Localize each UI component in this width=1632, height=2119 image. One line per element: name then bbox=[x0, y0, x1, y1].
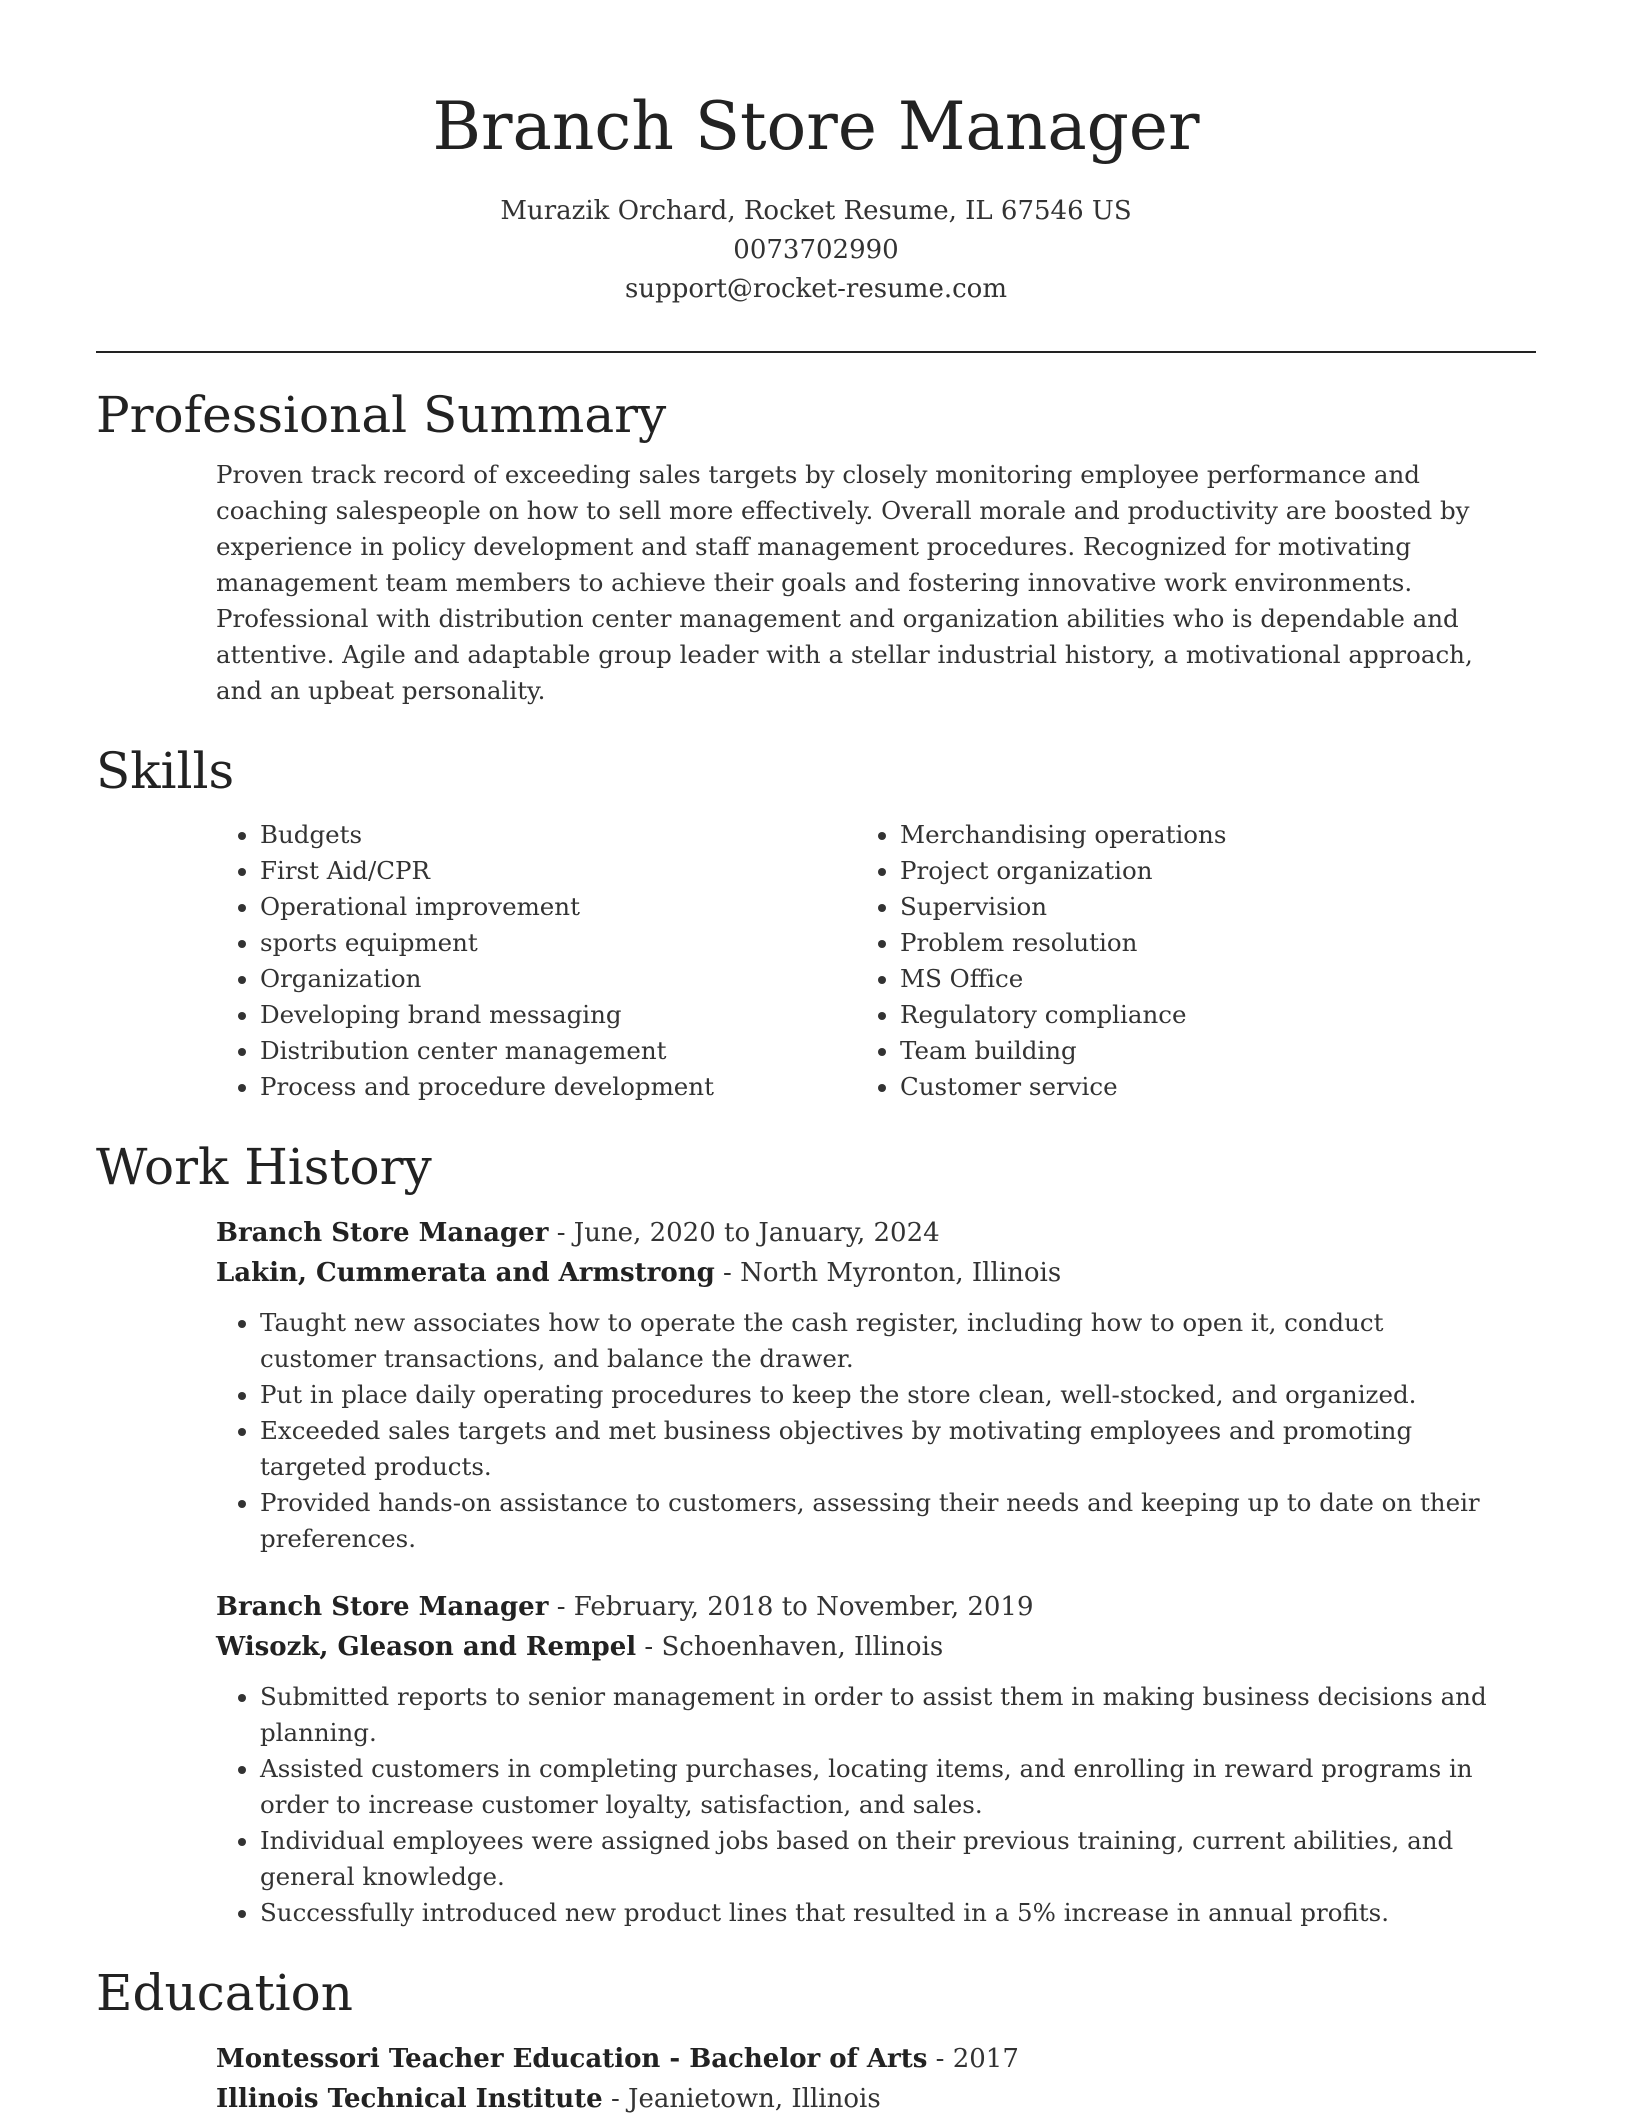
summary-section bbox=[96, 383, 1536, 709]
skill-item: • sports equipment bbox=[260, 925, 856, 961]
job-role: Branch Store Manager bbox=[216, 1592, 549, 1622]
job-bullet: • Submitted reports to senior management in order to assist them in making business decisions and planning. bbox=[260, 1679, 1496, 1751]
separator: - bbox=[660, 2044, 690, 2074]
education-degree: Bachelor of Arts bbox=[689, 2044, 928, 2074]
skill-item: • Customer service bbox=[900, 1069, 1496, 1105]
resume-header bbox=[96, 0, 1536, 309]
contact-email: support@rocket-resume.com bbox=[624, 274, 1007, 304]
education-school: Illinois Technical Institute bbox=[216, 2084, 603, 2114]
job-dates: February, 2018 to November, 2019 bbox=[573, 1592, 1034, 1622]
job-dates: June, 2020 to January, 2024 bbox=[573, 1218, 940, 1248]
skill-item: • Budgets bbox=[260, 817, 856, 853]
job-bullet: • Provided hands-on assistance to customers, assessing their needs and keeping up to date on their preferences. bbox=[260, 1485, 1496, 1557]
skill-item: • Organization bbox=[260, 961, 856, 997]
job-location: North Myronton, Illinois bbox=[740, 1258, 1062, 1288]
job-bullet: • Put in place daily operating procedures to keep the store clean, well-stocked, and organized. bbox=[260, 1377, 1496, 1413]
job-entry bbox=[216, 1587, 1496, 1931]
summary-text: Proven track record of exceeding sales targets by closely monitoring employee performance and coaching salespeople on how to sell more effectively. Overall morale and productivity are boosted by experience in policy development and staff management procedures. Recognized for motivating management team members to achieve their goals and fostering innovative work environments. Professional with distribution center management and organization abilities who is dependable and attentive. Agile and adaptable group leader with a stellar industrial history, a motivational approach, and an upbeat personality. bbox=[216, 460, 1473, 705]
separator: - bbox=[548, 1592, 574, 1622]
job-title-line bbox=[216, 1213, 1496, 1253]
job-title-line bbox=[216, 1587, 1496, 1627]
separator: - bbox=[602, 2084, 629, 2114]
job-bullet: • Exceeded sales targets and met business objectives by motivating employees and promoting targeted products. bbox=[260, 1413, 1496, 1485]
skills-column-left bbox=[216, 817, 856, 1105]
job-company-line bbox=[216, 1253, 1496, 1293]
education-program: Montessori Teacher Education bbox=[216, 2044, 661, 2074]
candidate-name: Branch Store Manager bbox=[432, 88, 1200, 165]
job-bullet: • Successfully introduced new product lines that resulted in a 5% increase in annual profits. bbox=[260, 1895, 1496, 1931]
skill-item: • Project organization bbox=[900, 853, 1496, 889]
skill-item: • MS Office bbox=[900, 961, 1496, 997]
job-company: Wisozk, Gleason and Rempel bbox=[216, 1632, 637, 1662]
job-entry bbox=[216, 1213, 1496, 1557]
skill-item: • Regulatory compliance bbox=[900, 997, 1496, 1033]
contact-phone: 0073702990 bbox=[733, 235, 899, 265]
job-bullets bbox=[216, 1305, 1496, 1557]
work-history-section bbox=[96, 1135, 1536, 1931]
skill-item: • Merchandising operations bbox=[900, 817, 1496, 853]
skill-item: • Developing brand messaging bbox=[260, 997, 856, 1033]
education-school-line bbox=[216, 2079, 1496, 2119]
separator: - bbox=[714, 1258, 741, 1288]
work-history-heading: Work History bbox=[96, 1138, 432, 1196]
job-bullet: • Assisted customers in completing purchases, locating items, and enrolling in reward programs in order to increase customer loyalty, satisfaction, and sales. bbox=[260, 1751, 1496, 1823]
education-section bbox=[96, 1961, 1536, 2119]
skills-grid bbox=[216, 817, 1496, 1105]
skill-item: • Distribution center management bbox=[260, 1033, 856, 1069]
education-entry bbox=[216, 2039, 1496, 2119]
education-program-line bbox=[216, 2039, 1496, 2079]
skills-column-right bbox=[856, 817, 1496, 1105]
job-company-line bbox=[216, 1627, 1496, 1667]
skills-section bbox=[96, 739, 1536, 1105]
header-divider bbox=[96, 351, 1536, 353]
contact-address: Murazik Orchard, Rocket Resume, IL 67546 US bbox=[500, 196, 1132, 226]
skill-item: • Operational improvement bbox=[260, 889, 856, 925]
education-location: Jeanietown, Illinois bbox=[628, 2084, 881, 2114]
skill-item: • First Aid/CPR bbox=[260, 853, 856, 889]
job-bullets bbox=[216, 1679, 1496, 1931]
job-location: Schoenhaven, Illinois bbox=[661, 1632, 944, 1662]
resume-page bbox=[96, 0, 1536, 2119]
separator: - bbox=[636, 1632, 662, 1662]
skill-item: • Supervision bbox=[900, 889, 1496, 925]
separator: - bbox=[927, 2044, 953, 2074]
summary-heading: Professional Summary bbox=[96, 386, 667, 444]
skill-item: • Problem resolution bbox=[900, 925, 1496, 961]
job-bullet: • Taught new associates how to operate the cash register, including how to open it, conduct customer transactions, and balance the drawer. bbox=[260, 1305, 1496, 1377]
job-bullet: • Individual employees were assigned jobs based on their previous training, current abilities, and general knowledge. bbox=[260, 1823, 1496, 1895]
job-company: Lakin, Cummerata and Armstrong bbox=[216, 1258, 715, 1288]
skill-item: • Team building bbox=[900, 1033, 1496, 1069]
education-heading: Education bbox=[96, 1964, 353, 2022]
separator: - bbox=[548, 1218, 574, 1248]
education-year: 2017 bbox=[952, 2044, 1019, 2074]
skills-heading: Skills bbox=[96, 742, 235, 800]
skill-item: • Process and procedure development bbox=[260, 1069, 856, 1105]
job-role: Branch Store Manager bbox=[216, 1218, 549, 1248]
